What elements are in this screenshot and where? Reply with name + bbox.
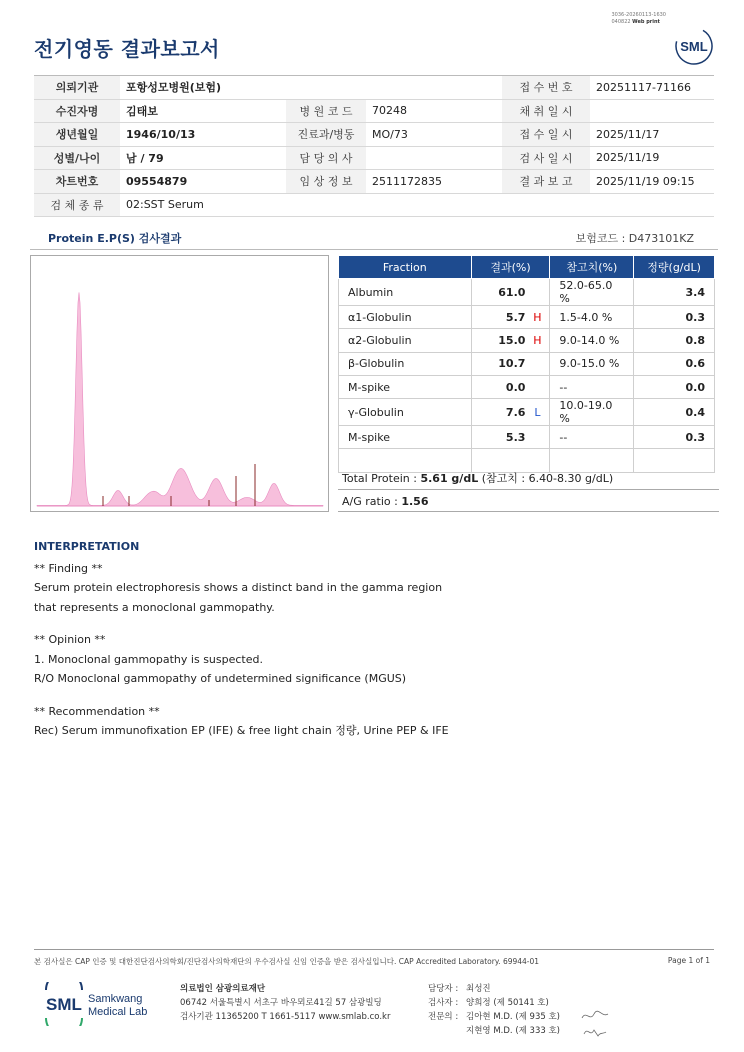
fraction-reference: 52.0-65.0 %: [550, 279, 634, 306]
fraction-header-row: [339, 256, 715, 279]
fraction-result: 5.3: [471, 426, 550, 449]
org-contact: 검사기관 11365200 T 1661-5117 www.smlab.co.kr: [180, 1012, 391, 1022]
fraction-amount: 0.6: [634, 352, 715, 375]
patient-label: 수진자명: [34, 99, 120, 123]
clinical-value: 2511172835: [366, 170, 502, 194]
chart-no-value: 09554879: [120, 170, 286, 194]
fraction-row: [339, 306, 715, 329]
footer-divider: [34, 949, 714, 950]
section-title: Protein E.P(S) 검사결과: [48, 232, 182, 245]
hospital-code-label: 병 원 코 드: [286, 99, 366, 123]
fraction-reference: [550, 449, 634, 472]
fraction-name: M-spike: [339, 375, 472, 398]
section-divider: [30, 249, 718, 250]
fraction-reference: 1.5-4.0 %: [550, 306, 634, 329]
fraction-result: 61.0: [471, 279, 550, 306]
electropherogram-plot: [31, 256, 328, 511]
doctor-value: [366, 146, 502, 170]
fraction-amount: 0.4: [634, 399, 715, 426]
tester-label: 검사자 :: [428, 998, 459, 1008]
insurance-code: 보험코드 : D473101KZ: [575, 232, 694, 245]
report-title: 전기영동 결과보고서: [34, 37, 220, 61]
collect-date-value: [590, 99, 714, 123]
fraction-row: [339, 375, 715, 398]
dept-label: 진료과/병동: [286, 123, 366, 147]
fraction-reference: --: [550, 375, 634, 398]
fraction-result: 15.0 H: [471, 329, 550, 352]
header-fraction: Fraction: [339, 256, 472, 279]
total-protein: [338, 470, 719, 490]
interpretation: [34, 537, 449, 741]
document-code: 3036-20260113-1630 040822 Web print: [611, 12, 666, 25]
tester-value: 양희정 (제 50141 호): [466, 998, 549, 1008]
fraction-row: [339, 279, 715, 306]
dob-label: 생년월일: [34, 123, 120, 147]
fraction-table-body: [339, 279, 715, 473]
organization-info: [180, 982, 390, 1024]
fraction-reference: 9.0-15.0 %: [550, 352, 634, 375]
info-row: [34, 99, 714, 123]
svg-text:Samkwang: Samkwang: [88, 993, 143, 1005]
svg-text:SML: SML: [46, 995, 82, 1014]
sml-logo-icon: [674, 26, 714, 66]
manager-value: 최성진: [466, 984, 491, 994]
opinion-title: ** Opinion **: [34, 633, 106, 646]
interpretation-heading: INTERPRETATION: [34, 540, 140, 553]
result-flag: H: [533, 310, 542, 324]
fraction-name: α1-Globulin: [339, 306, 472, 329]
fraction-result: 7.6 L: [471, 399, 550, 426]
fraction-amount: [634, 449, 715, 472]
ag-ratio-label: A/G ratio :: [342, 495, 402, 508]
specialist-label: 전문의 :: [428, 1012, 459, 1022]
client-label: 의뢰기관: [34, 76, 120, 100]
sex-age-label: 성별/나이: [34, 146, 120, 170]
fraction-amount: 0.0: [634, 375, 715, 398]
recommendation-title: ** Recommendation **: [34, 704, 160, 718]
finding-line: Serum protein electrophoresis shows a distinct band in the gamma region: [34, 581, 443, 594]
header-amount: 정량(g/dL): [634, 256, 715, 279]
total-protein-ref: (참고치 : 6.40-8.30 g/dL): [478, 472, 614, 485]
header-result: 결과(%): [471, 256, 550, 279]
specimen-value: 02:SST Serum: [120, 193, 714, 217]
signature-icon: [580, 1008, 610, 1042]
fraction-name: [339, 449, 472, 472]
receipt-date-label: 접 수 일 시: [502, 123, 590, 147]
specialist1-value: 김아현 M.D. (제 935 호): [466, 1012, 561, 1022]
ag-ratio-value: 1.56: [401, 495, 429, 508]
finding-line: that represents a monoclonal gammopathy.: [34, 600, 275, 614]
dob-value: 1946/10/13: [120, 123, 286, 147]
receipt-date-value: 2025/11/17: [590, 123, 714, 147]
fraction-result: 5.7 H: [471, 306, 550, 329]
report-date-label: 결 과 보 고: [502, 170, 590, 194]
fraction-row: [339, 352, 715, 375]
fraction-table: [338, 255, 715, 473]
client-value: 포항성모병원(보험): [120, 76, 502, 100]
fraction-name: M-spike: [339, 426, 472, 449]
svg-text:Medical Lab: Medical Lab: [88, 1006, 148, 1018]
test-date-value: 2025/11/19: [590, 146, 714, 170]
result-flag: L: [534, 405, 541, 419]
chart-no-label: 차트번호: [34, 170, 120, 194]
fraction-name: Albumin: [339, 279, 472, 306]
result-flag: H: [533, 333, 542, 347]
info-row: [34, 146, 714, 170]
recommendation-line: Rec) Serum immunofixation EP (IFE) & free light chain 정량, Urine PEP & IFE: [34, 724, 449, 737]
fraction-name: γ-Globulin: [339, 399, 472, 426]
fraction-result: 10.7: [471, 352, 550, 375]
specialist2-value: 지현영 M.D. (제 333 호): [466, 1026, 561, 1036]
fraction-reference: --: [550, 426, 634, 449]
info-row: [34, 76, 714, 100]
fraction-row: [339, 449, 715, 472]
header-reference: 참고치(%): [550, 256, 634, 279]
sex-age-value: 남 / 79: [120, 146, 286, 170]
collect-date-label: 채 취 일 시: [502, 99, 590, 123]
fraction-amount: 0.8: [634, 329, 715, 352]
fraction-amount: 3.4: [634, 279, 715, 306]
total-protein-value: 5.61 g/dL: [420, 472, 479, 485]
staff-info: [428, 982, 560, 1038]
electropherogram-curve: [37, 292, 323, 506]
total-protein-label: Total Protein :: [342, 472, 421, 485]
doctor-label: 담 당 의 사: [286, 146, 366, 170]
fraction-name: α2-Globulin: [339, 329, 472, 352]
svg-text:SML: SML: [680, 39, 708, 54]
fraction-result: 0.0: [471, 375, 550, 398]
specimen-label: 검 체 종 류: [34, 193, 120, 217]
receipt-no-label: 접 수 번 호: [502, 76, 590, 100]
page-number: Page 1 of 1: [667, 956, 710, 965]
receipt-no-value: 20251117-71166: [590, 76, 714, 100]
clinical-label: 임 상 정 보: [286, 170, 366, 194]
fraction-row: [339, 329, 715, 352]
manager-label: 담당자 :: [428, 984, 459, 994]
test-date-label: 검 사 일 시: [502, 146, 590, 170]
electropherogram: [30, 255, 329, 512]
org-address: 06742 서울특별시 서초구 바우뫼로41길 57 삼광빌딩: [180, 998, 382, 1008]
fraction-amount: 0.3: [634, 306, 715, 329]
info-row: [34, 193, 714, 217]
accreditation-note: 본 검사실은 CAP 인증 및 대한진단검사의학회/진단검사의학재단의 우수검사실 신임 인증을 받은 검사실입니다. CAP Accredited Laboratory. 69944-01: [34, 957, 540, 966]
finding-title: ** Finding **: [34, 561, 103, 575]
report-date-value: 2025/11/19 09:15: [590, 170, 714, 194]
dept-value: MO/73: [366, 123, 502, 147]
samkwang-logo-icon: [36, 982, 166, 1026]
fraction-row: [339, 399, 715, 426]
patient-info-table: [34, 75, 714, 217]
hospital-code-value: 70248: [366, 99, 502, 123]
opinion-line: R/O Monoclonal gammopathy of undetermined significance (MGUS): [34, 672, 407, 685]
fraction-name: β-Globulin: [339, 352, 472, 375]
ag-ratio: [338, 491, 719, 512]
org-name: 의료법인 삼광의료재단: [180, 984, 266, 994]
fraction-reference: 10.0-19.0 %: [550, 399, 634, 426]
fraction-amount: 0.3: [634, 426, 715, 449]
info-row: [34, 123, 714, 147]
fraction-row: [339, 426, 715, 449]
fraction-result: [471, 449, 550, 472]
patient-value: 김태보: [120, 99, 286, 123]
info-row: [34, 170, 714, 194]
opinion-line: 1. Monoclonal gammopathy is suspected.: [34, 652, 263, 666]
fraction-reference: 9.0-14.0 %: [550, 329, 634, 352]
